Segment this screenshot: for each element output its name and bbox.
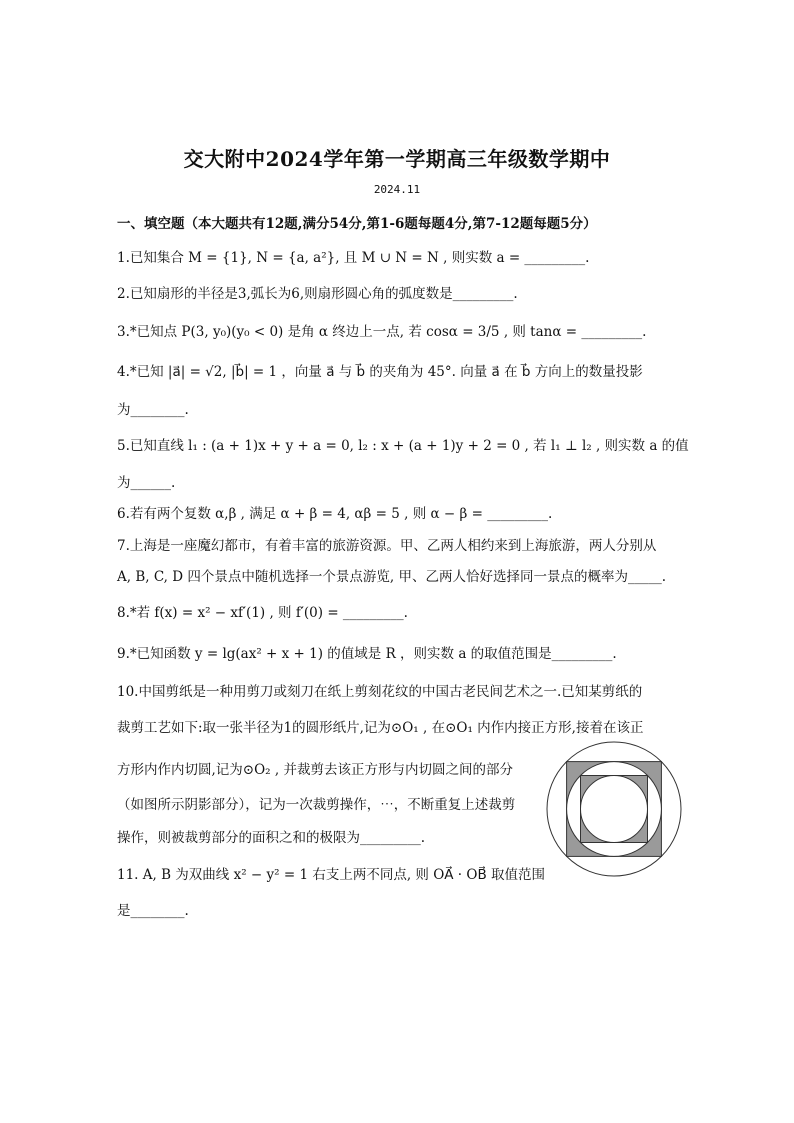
question-6: 6.若有两个复数 α,β , 满足 α + β = 4, αβ = 5 , 则 α − β = _________. xyxy=(117,506,553,522)
question-4-line-1: 4.*已知 |a⃗| = √2, |b⃗| = 1 ，向量 a⃗ 与 b⃗ 的夹角为 45°. 向量 a⃗ 在 b⃗ 方向上的数量投影 xyxy=(117,364,643,380)
question-7-line-1: 7.上海是一座魔幻都市，有着丰富的旅游资源。甲、乙两人相约来到上海旅游，两人分别从 xyxy=(117,538,657,554)
question-5-line-1: 5.已知直线 l₁ : (a + 1)x + y + a = 0, l₂ : x + (a + 1)y + 2 = 0 , 若 l₁ ⊥ l₂ , 则实数 a 的值 xyxy=(117,438,689,454)
paper-cut-figure xyxy=(545,740,683,878)
question-10-line-4: （如图所示阴影部分），记为一次裁剪操作，⋯，不断重复上述裁剪 xyxy=(117,797,516,813)
question-11-line-2: 是________. xyxy=(117,903,189,919)
question-10-line-2: 裁剪工艺如下:取一张半径为1的圆形纸片,记为⊙O₁ , 在⊙O₁ 内作内接正方形,接着在该正 xyxy=(117,720,644,736)
question-10-line-3: 方形内作内切圆,记为⊙O₂ , 并裁剪去该正方形与内切圆之间的部分 xyxy=(117,762,513,778)
section-heading: 一、填空题（本大题共有12题,满分54分,第1-6题每题4分,第7-12题每题5分） xyxy=(117,216,597,232)
question-7-line-2: A, B, C, D 四个景点中随机选择一个景点游览, 甲、乙两人恰好选择同一景点的概率为_____. xyxy=(117,569,667,585)
page-title: 交大附中2024学年第一学期高三年级数学期中 xyxy=(183,147,611,171)
question-9: 9.*已知函数 y = lg(ax² + x + 1) 的值域是 R ，则实数 a 的取值范围是_________. xyxy=(117,646,617,662)
exam-date: 2024.11 xyxy=(373,183,421,196)
question-1: 1.已知集合 M = {1}, N = {a, a²}, 且 M ∪ N = N , 则实数 a = _________. xyxy=(117,250,590,266)
question-11-line-1: 11. A, B 为双曲线 x² − y² = 1 右支上两不同点, 则 OA⃗ · OB⃗ 取值范围 xyxy=(117,867,545,883)
question-4-line-2: 为________. xyxy=(117,402,189,418)
question-3: 3.*已知点 P(3, y₀)(y₀ < 0) 是角 α 终边上一点, 若 cosα = 3/5 , 则 tanα = _________. xyxy=(117,324,647,340)
question-10-line-1: 10.中国剪纸是一种用剪刀或刻刀在纸上剪刻花纹的中国古老民间艺术之一.已知某剪纸的 xyxy=(117,684,643,700)
question-8: 8.*若 f(x) = x² − xf′(1) , 则 f′(0) = _________. xyxy=(117,605,408,621)
question-2: 2.已知扇形的半径是3,弧长为6,则扇形圆心角的弧度数是_________. xyxy=(117,286,518,302)
inner-circle-o3 xyxy=(581,776,648,843)
question-5-line-2: 为______. xyxy=(117,475,176,491)
question-10-line-5: 操作，则被裁剪部分的面积之和的极限为_________. xyxy=(117,830,426,846)
